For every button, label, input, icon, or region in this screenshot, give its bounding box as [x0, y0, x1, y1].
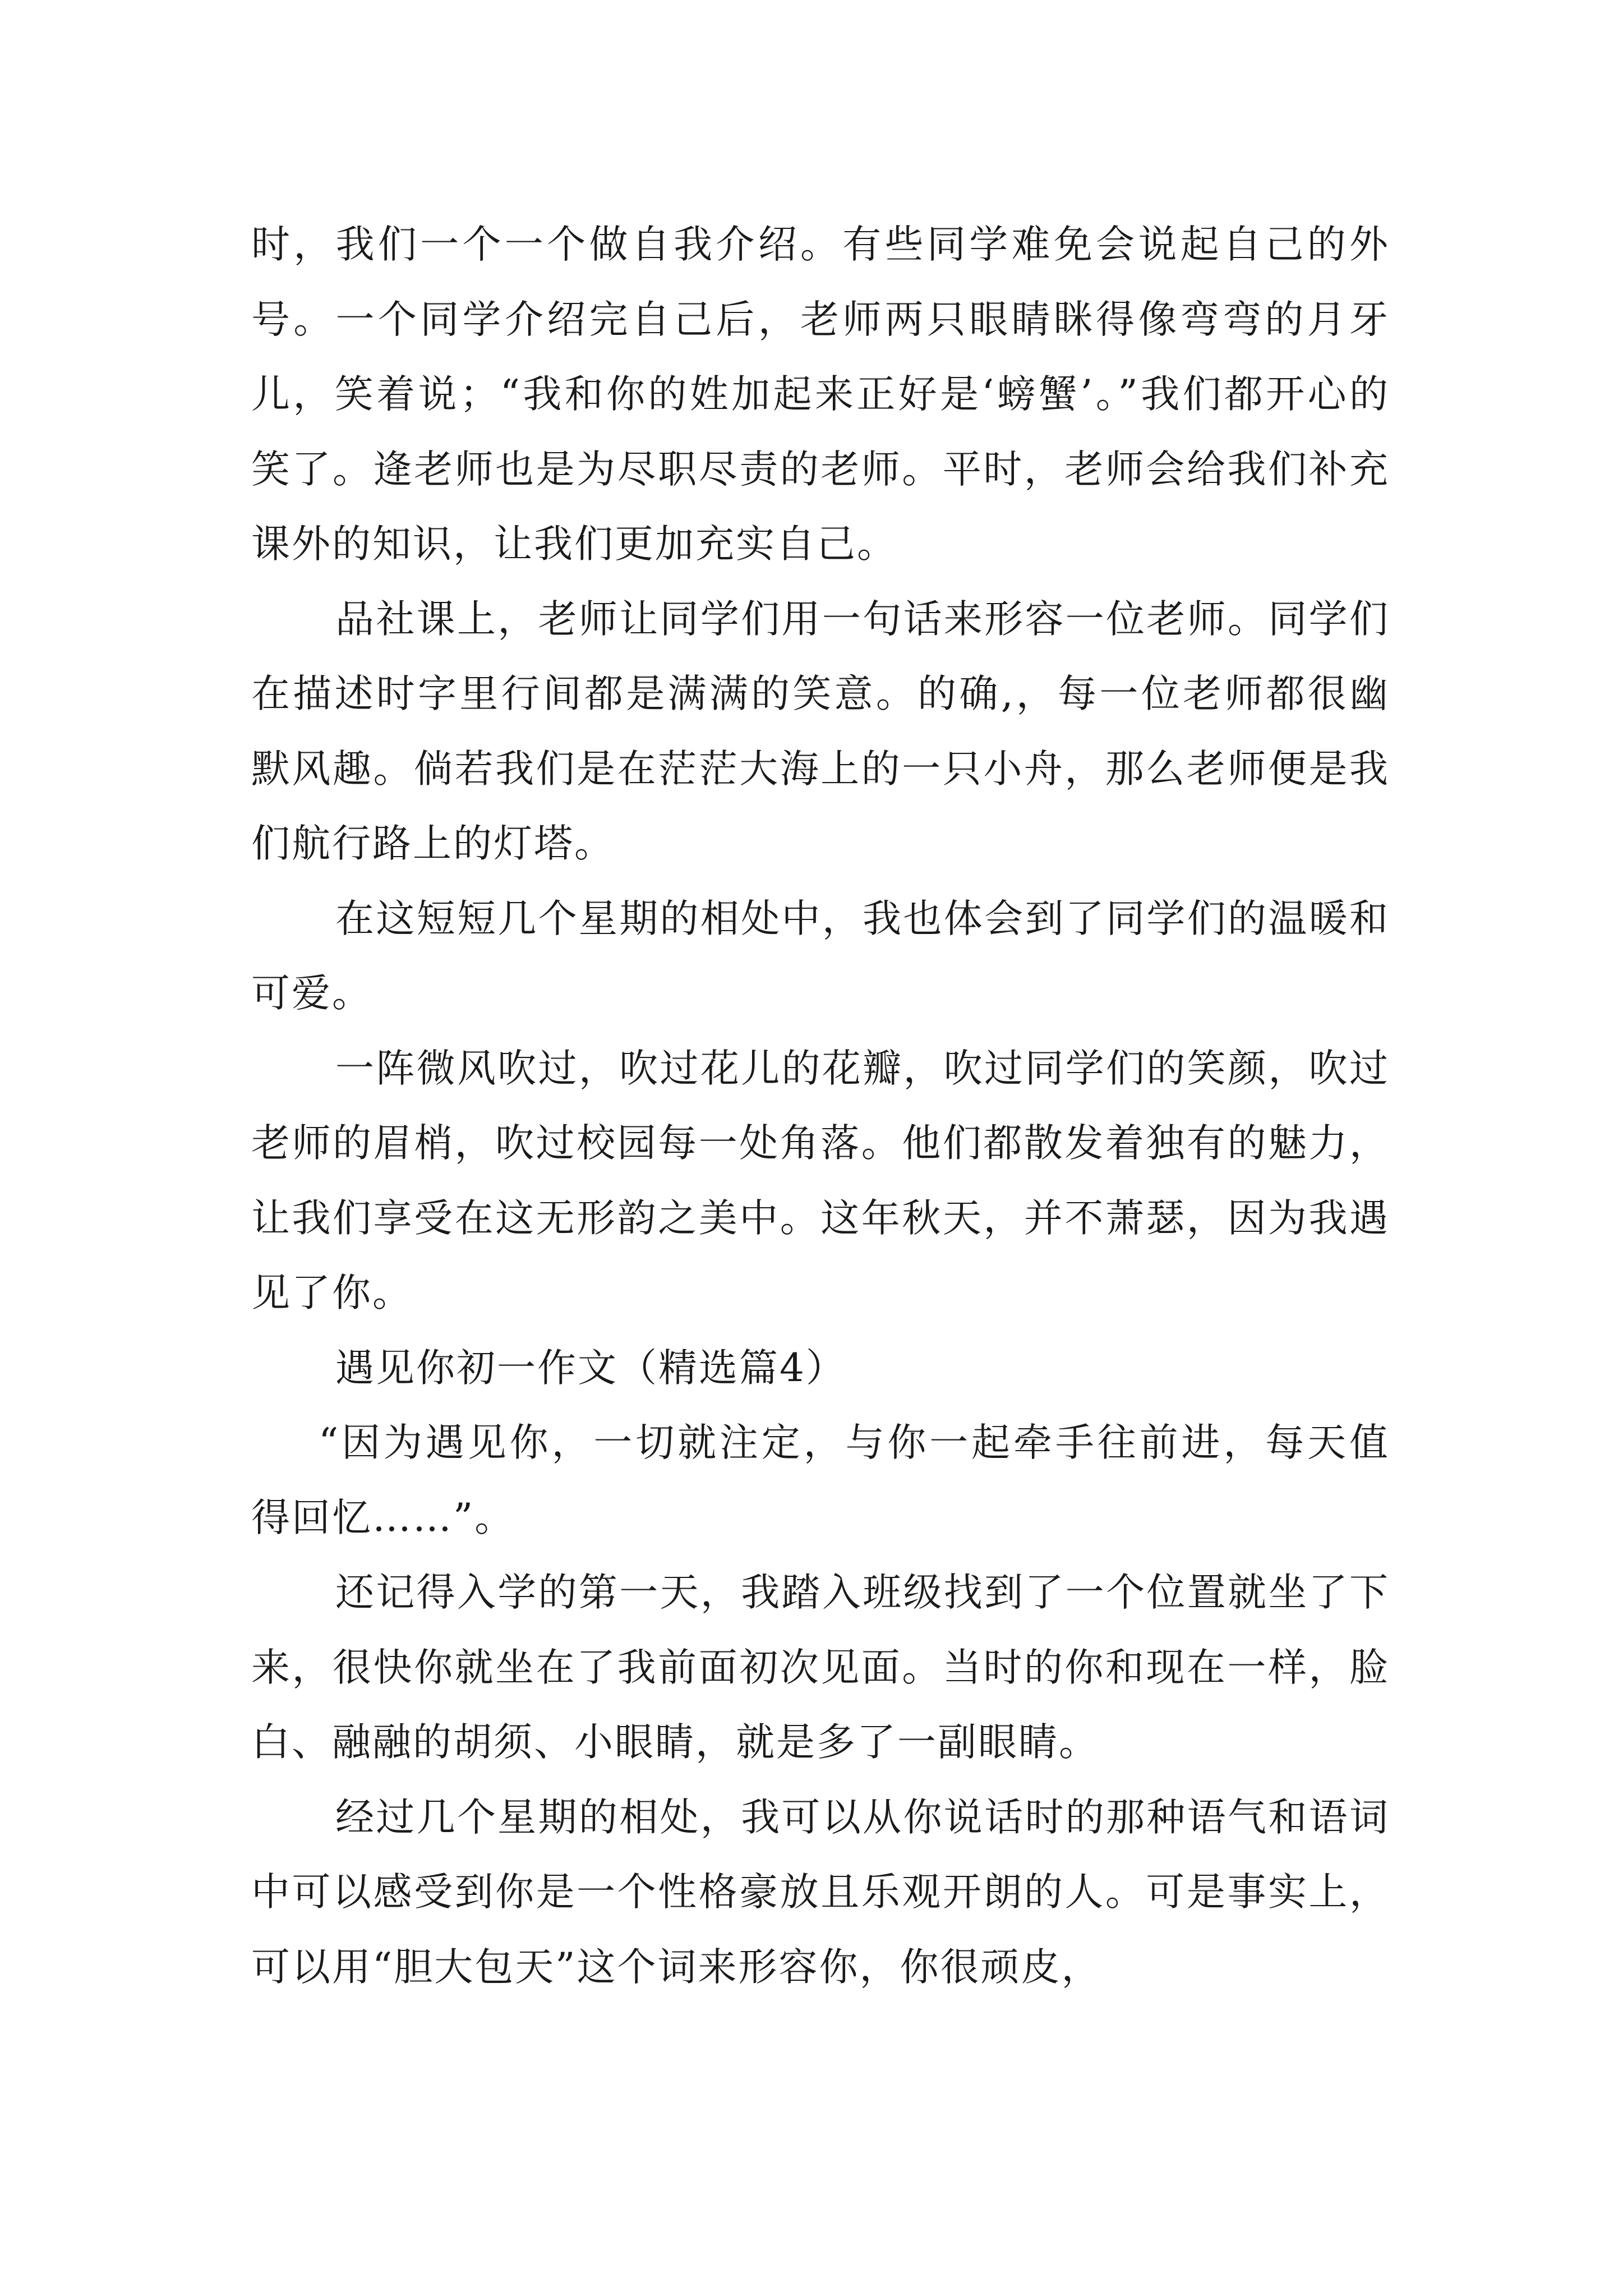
- paragraph-continuation: 时，我们一个一个做自我介绍。有些同学难免会说起自己的外号。一个同学介绍完自己后，老师两只眼睛眯得像弯弯的月牙儿，笑着说；“我和你的姓加起来正好是‘螃蟹’。”我们都开心的笑了。逄老师也是为尽职尽责的老师。平时，老师会给我们补充课外的知识，让我们更加充实自己。: [251, 222, 1390, 567]
- paragraph: 品社课上，老师让同学们用一句话来形容一位老师。同学们在描述时字里行间都是满满的笑意。的确,，每一位老师都很幽默风趣。倘若我们是在茫茫大海上的一只小舟，那么老师便是我们航行路上的灯塔。: [251, 596, 1390, 866]
- section-heading: 遇见你初一作文（精选篇4）: [335, 1345, 846, 1391]
- document-body: [251, 208, 1390, 2005]
- paragraph: 还记得入学的第一天，我踏入班级找到了一个位置就坐了下来，很快你就坐在了我前面初次见面。当时的你和现在一样，脸白、融融的胡须、小眼睛，就是多了一副眼睛。: [251, 1570, 1390, 1765]
- paragraph-quote: “因为遇见你，一切就注定，与你一起牵手往前进，每天值得回忆……”。: [251, 1420, 1390, 1540]
- paragraph: 在这短短几个星期的相处中，我也体会到了同学们的温暖和可爱。: [251, 896, 1390, 1016]
- paragraph: 经过几个星期的相处，我可以从你说话时的那种语气和语词中可以感受到你是一个性格豪放且乐观开朗的人。可是事实上，可以用“胆大包天”这个词来形容你，你很顽皮，: [251, 1795, 1390, 1990]
- paragraph: 一阵微风吹过，吹过花儿的花瓣，吹过同学们的笑颜，吹过老师的眉梢，吹过校园每一处角落。他们都散发着独有的魅力，让我们享受在这无形韵之美中。这年秋天，并不萧瑟，因为我遇见了你。: [251, 1046, 1390, 1315]
